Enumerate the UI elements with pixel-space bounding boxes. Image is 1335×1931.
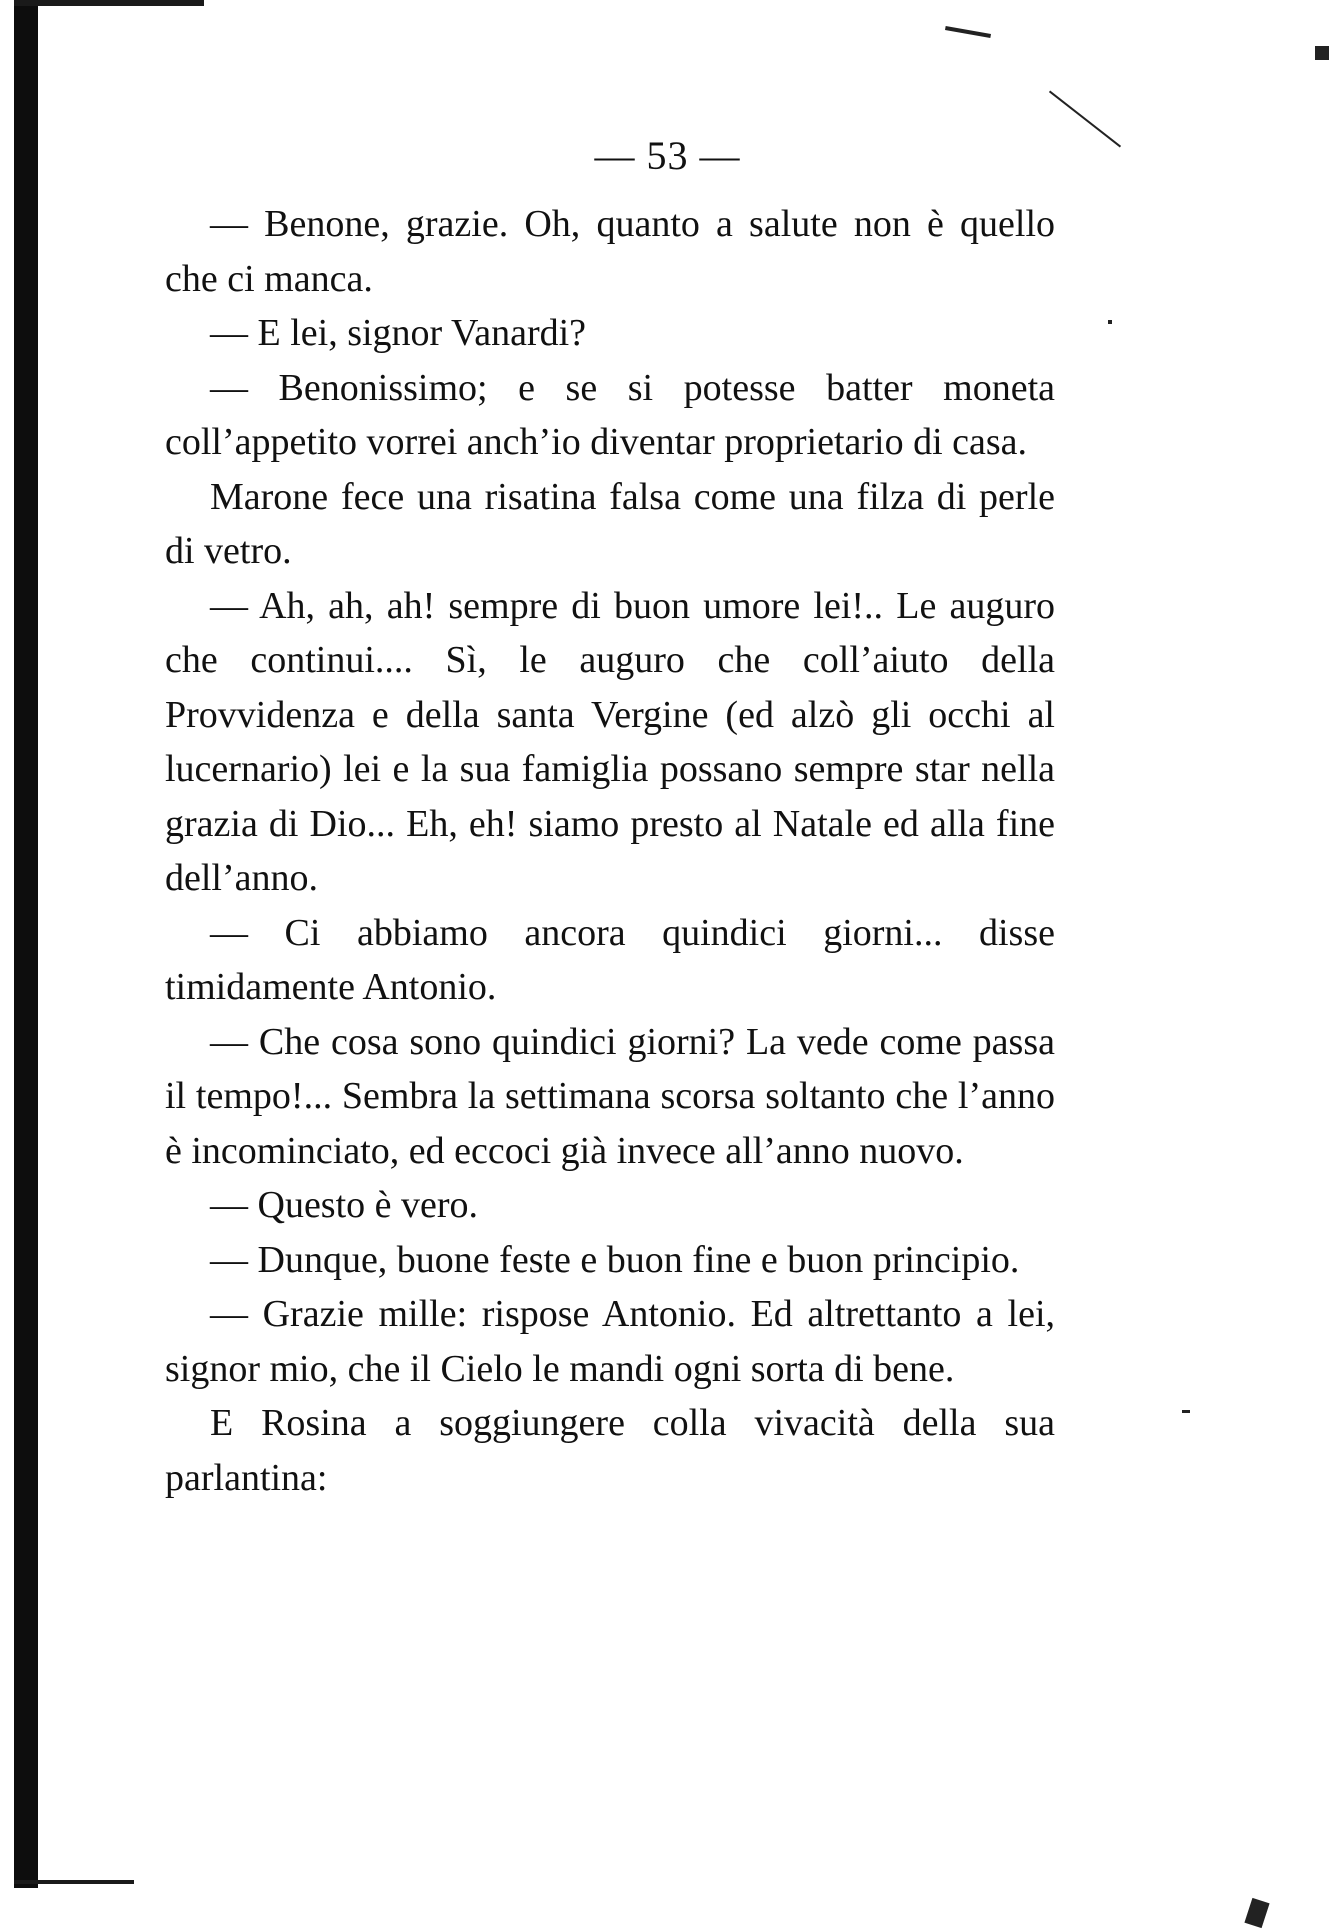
scan-artifact (1108, 320, 1112, 324)
scan-artifact (1244, 1898, 1269, 1928)
paragraph: — Ah, ah, ah! sempre di buon umore lei!.. Le auguro che continui.... Sì, le auguro che coll’aiuto della Provvidenza e della santa Vergine (ed alzò gli occhi al lucernario) lei e la sua famiglia possano sempre star nella grazia di Dio... Eh, eh! siamo presto al Natale ed alla fine dell’anno. (165, 584, 1055, 899)
paragraph: — Ci abbiamo ancora quindici giorni... disse timidamente Antonio. (165, 911, 1055, 1008)
binding-bottom-edge (14, 1880, 134, 1884)
scan-artifact (1315, 46, 1329, 60)
paragraph: — Benonissimo; e se si potesse batter moneta coll’appetito vorrei anch’io diventar proprietario di casa. (165, 366, 1055, 463)
paragraph: — Benone, grazie. Oh, quanto a salute non è quello che ci manca. (165, 203, 1055, 300)
paragraph: Marone fece una risatina falsa come una filza di perle di vetro. (165, 475, 1055, 572)
binding-edge (14, 0, 38, 1888)
paragraph: — Questo è vero. (210, 1184, 479, 1226)
page-number-header: — 53 — (594, 133, 741, 178)
paragraph: — Che cosa sono quindici giorni? La vede come passa il tempo!... Sembra la settimana scorsa soltanto che l’anno è incominciato, ed eccoci già invece all’anno nuovo. (165, 1020, 1055, 1172)
scan-artifact (945, 26, 991, 38)
paragraph: — Dunque, buone feste e buon fine e buon principio. (210, 1238, 1020, 1281)
paragraph: — E lei, signor Vanardi? (210, 312, 587, 354)
paragraph: — Grazie mille: rispose Antonio. Ed altrettanto a lei, signor mio, che il Cielo le mandi ogni sorta di bene. (165, 1293, 1055, 1390)
scan-artifact (1182, 1410, 1190, 1413)
body-text (165, 197, 1055, 1505)
paragraph: E Rosina a soggiungere colla vivacità della sua parlantina: (165, 1402, 1055, 1499)
binding-top-edge (14, 0, 204, 6)
